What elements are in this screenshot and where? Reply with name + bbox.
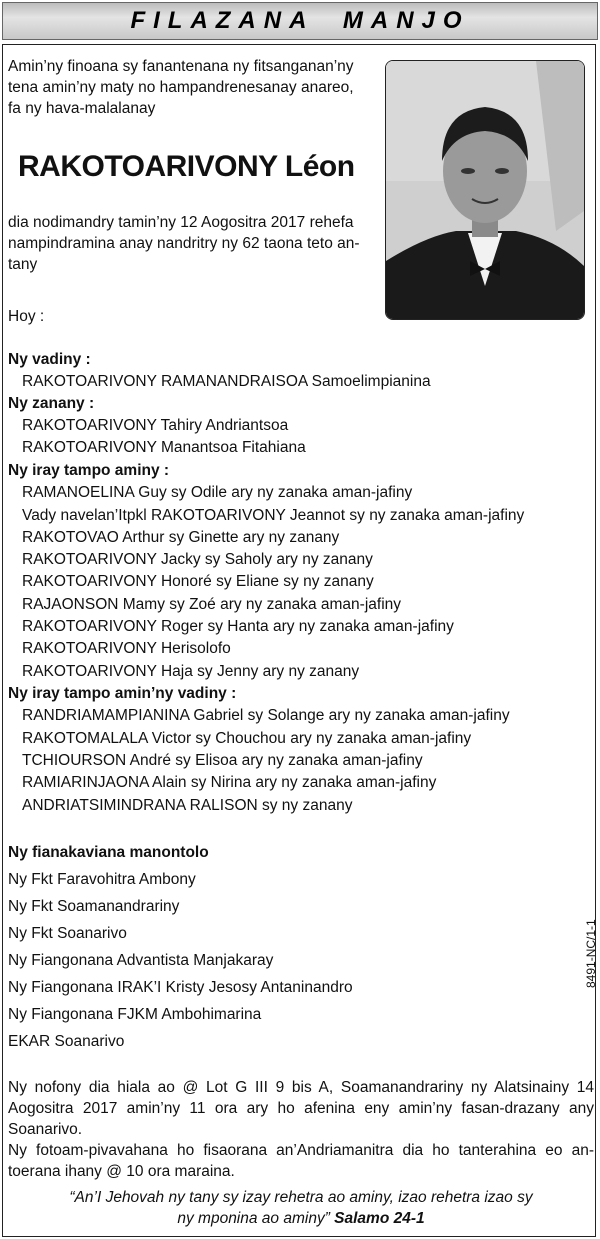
ad-code: 8491-NC/1-1	[584, 919, 598, 988]
family-member: RAMANOELINA Guy sy Odile ary ny zanaka aman-jafiny	[22, 484, 413, 501]
intro-line: tena amin’ny maty no hampandrenesanay anareo,	[8, 79, 354, 96]
family-member: RAKOTOARIVONY Herisolofo	[22, 640, 231, 657]
intro-text	[8, 56, 354, 119]
section-heading-children: Ny zanany :	[8, 395, 95, 412]
ceremony-text: Ny fotoam-pivavahana ho fisaorana an’Andriamanitra dia ho tanterahina eo an-toerana ihany @ 10 ora maraina.	[8, 1142, 594, 1180]
family-member: RAKOTOARIVONY Jacky sy Saholy ary ny zanany	[22, 551, 373, 568]
quote-text: ny mponina ao aminy”	[177, 1210, 330, 1227]
quote-line-1: “An’I Jehovah ny tany sy izay rehetra ao aminy, izao rehetra izao sy	[69, 1189, 533, 1206]
death-line: tany	[8, 256, 38, 273]
section-heading-spouse: Ny vadiny :	[8, 351, 91, 368]
family-member: RAKOTOARIVONY Honoré sy Eliane sy ny zanany	[22, 573, 374, 590]
quote-line-2	[8, 1208, 594, 1229]
closing-quote	[8, 1187, 594, 1229]
relative-item: Ny Fiangonana FJKM Ambohimarina	[8, 1006, 262, 1023]
family-member: RAKOTOARIVONY RAMANANDRAISOA Samoelimpianina	[22, 373, 431, 390]
funeral-details	[8, 1077, 594, 1182]
relative-item: Ny Fiangonana Advantista Manjakaray	[8, 952, 274, 969]
family-member: TCHIOURSON André sy Elisoa ary ny zanaka aman-jafiny	[22, 752, 423, 769]
family-member: ANDRIATSIMINDRANA RALISON sy ny zanany	[22, 797, 353, 814]
funeral-text: Ny nofony dia hiala ao @ Lot G III 9 bis A, Soamanandrariny ny Alatsinainy 14 Aogositra 2017 amin’ny 11 ora ary ho afenina eny amin’ny fasan-drazany any Soanarivo.	[8, 1079, 594, 1138]
family-member: RAKOTOARIVONY Tahiry Andriantsoa	[22, 417, 289, 434]
death-line: dia nodimandry tamin’ny 12 Aogositra 2017 rehefa	[8, 214, 354, 231]
hoy-label: Hoy :	[8, 308, 45, 325]
death-text	[8, 212, 382, 275]
relative-item: Ny Fkt Faravohitra Ambony	[8, 871, 196, 888]
family-member: RAKOTOARIVONY Haja sy Jenny ary ny zanany	[22, 663, 360, 680]
notice-header	[2, 2, 598, 40]
section-heading-relatives: Ny fianakaviana manontolo	[8, 844, 209, 861]
section-heading-siblings: Ny iray tampo aminy :	[8, 462, 170, 479]
notice-title: FILAZANA MANJO	[130, 7, 470, 34]
deceased-name: RAKOTOARIVONY Léon	[18, 150, 355, 183]
family-member: RAKOTOARIVONY Manantsoa Fitahiana	[22, 439, 306, 456]
intro-line: fa ny hava-malalanay	[8, 100, 156, 117]
portrait-photo	[385, 60, 585, 320]
section-heading-spouse-siblings: Ny iray tampo amin’ny vadiny :	[8, 685, 237, 702]
family-member: RAKOTOVAO Arthur sy Ginette ary ny zanany	[22, 529, 340, 546]
relative-item: Ny Fkt Soamanandrariny	[8, 898, 180, 915]
relative-item: EKAR Soanarivo	[8, 1033, 125, 1050]
relative-item: Ny Fiangonana IRAK’I Kristy Jesosy Antaninandro	[8, 979, 353, 996]
family-member: RAMIARINJAONA Alain sy Nirina ary ny zanaka aman-jafiny	[22, 774, 437, 791]
family-member: Vady navelan’Itpkl RAKOTOARIVONY Jeannot sy ny zanaka aman-jafiny	[22, 507, 525, 524]
family-member: RAJAONSON Mamy sy Zoé ary ny zanaka aman-jafiny	[22, 596, 402, 613]
portrait-image	[386, 61, 584, 319]
death-line: nampindramina anay nandritry ny 62 taona teto an-	[8, 235, 360, 252]
family-member: RAKOTOARIVONY Roger sy Hanta ary ny zanaka aman-jafiny	[22, 618, 454, 635]
quote-reference: Salamo 24-1	[334, 1210, 425, 1227]
intro-line: Amin’ny finoana sy fanantenana ny fitsanganan’ny	[8, 58, 354, 75]
relative-item: Ny Fkt Soanarivo	[8, 925, 127, 942]
family-member: RAKOTOMALALA Victor sy Chouchou ary ny zanaka aman-jafiny	[22, 730, 472, 747]
family-member: RANDRIAMAMPIANINA Gabriel sy Solange ary ny zanaka aman-jafiny	[22, 707, 510, 724]
